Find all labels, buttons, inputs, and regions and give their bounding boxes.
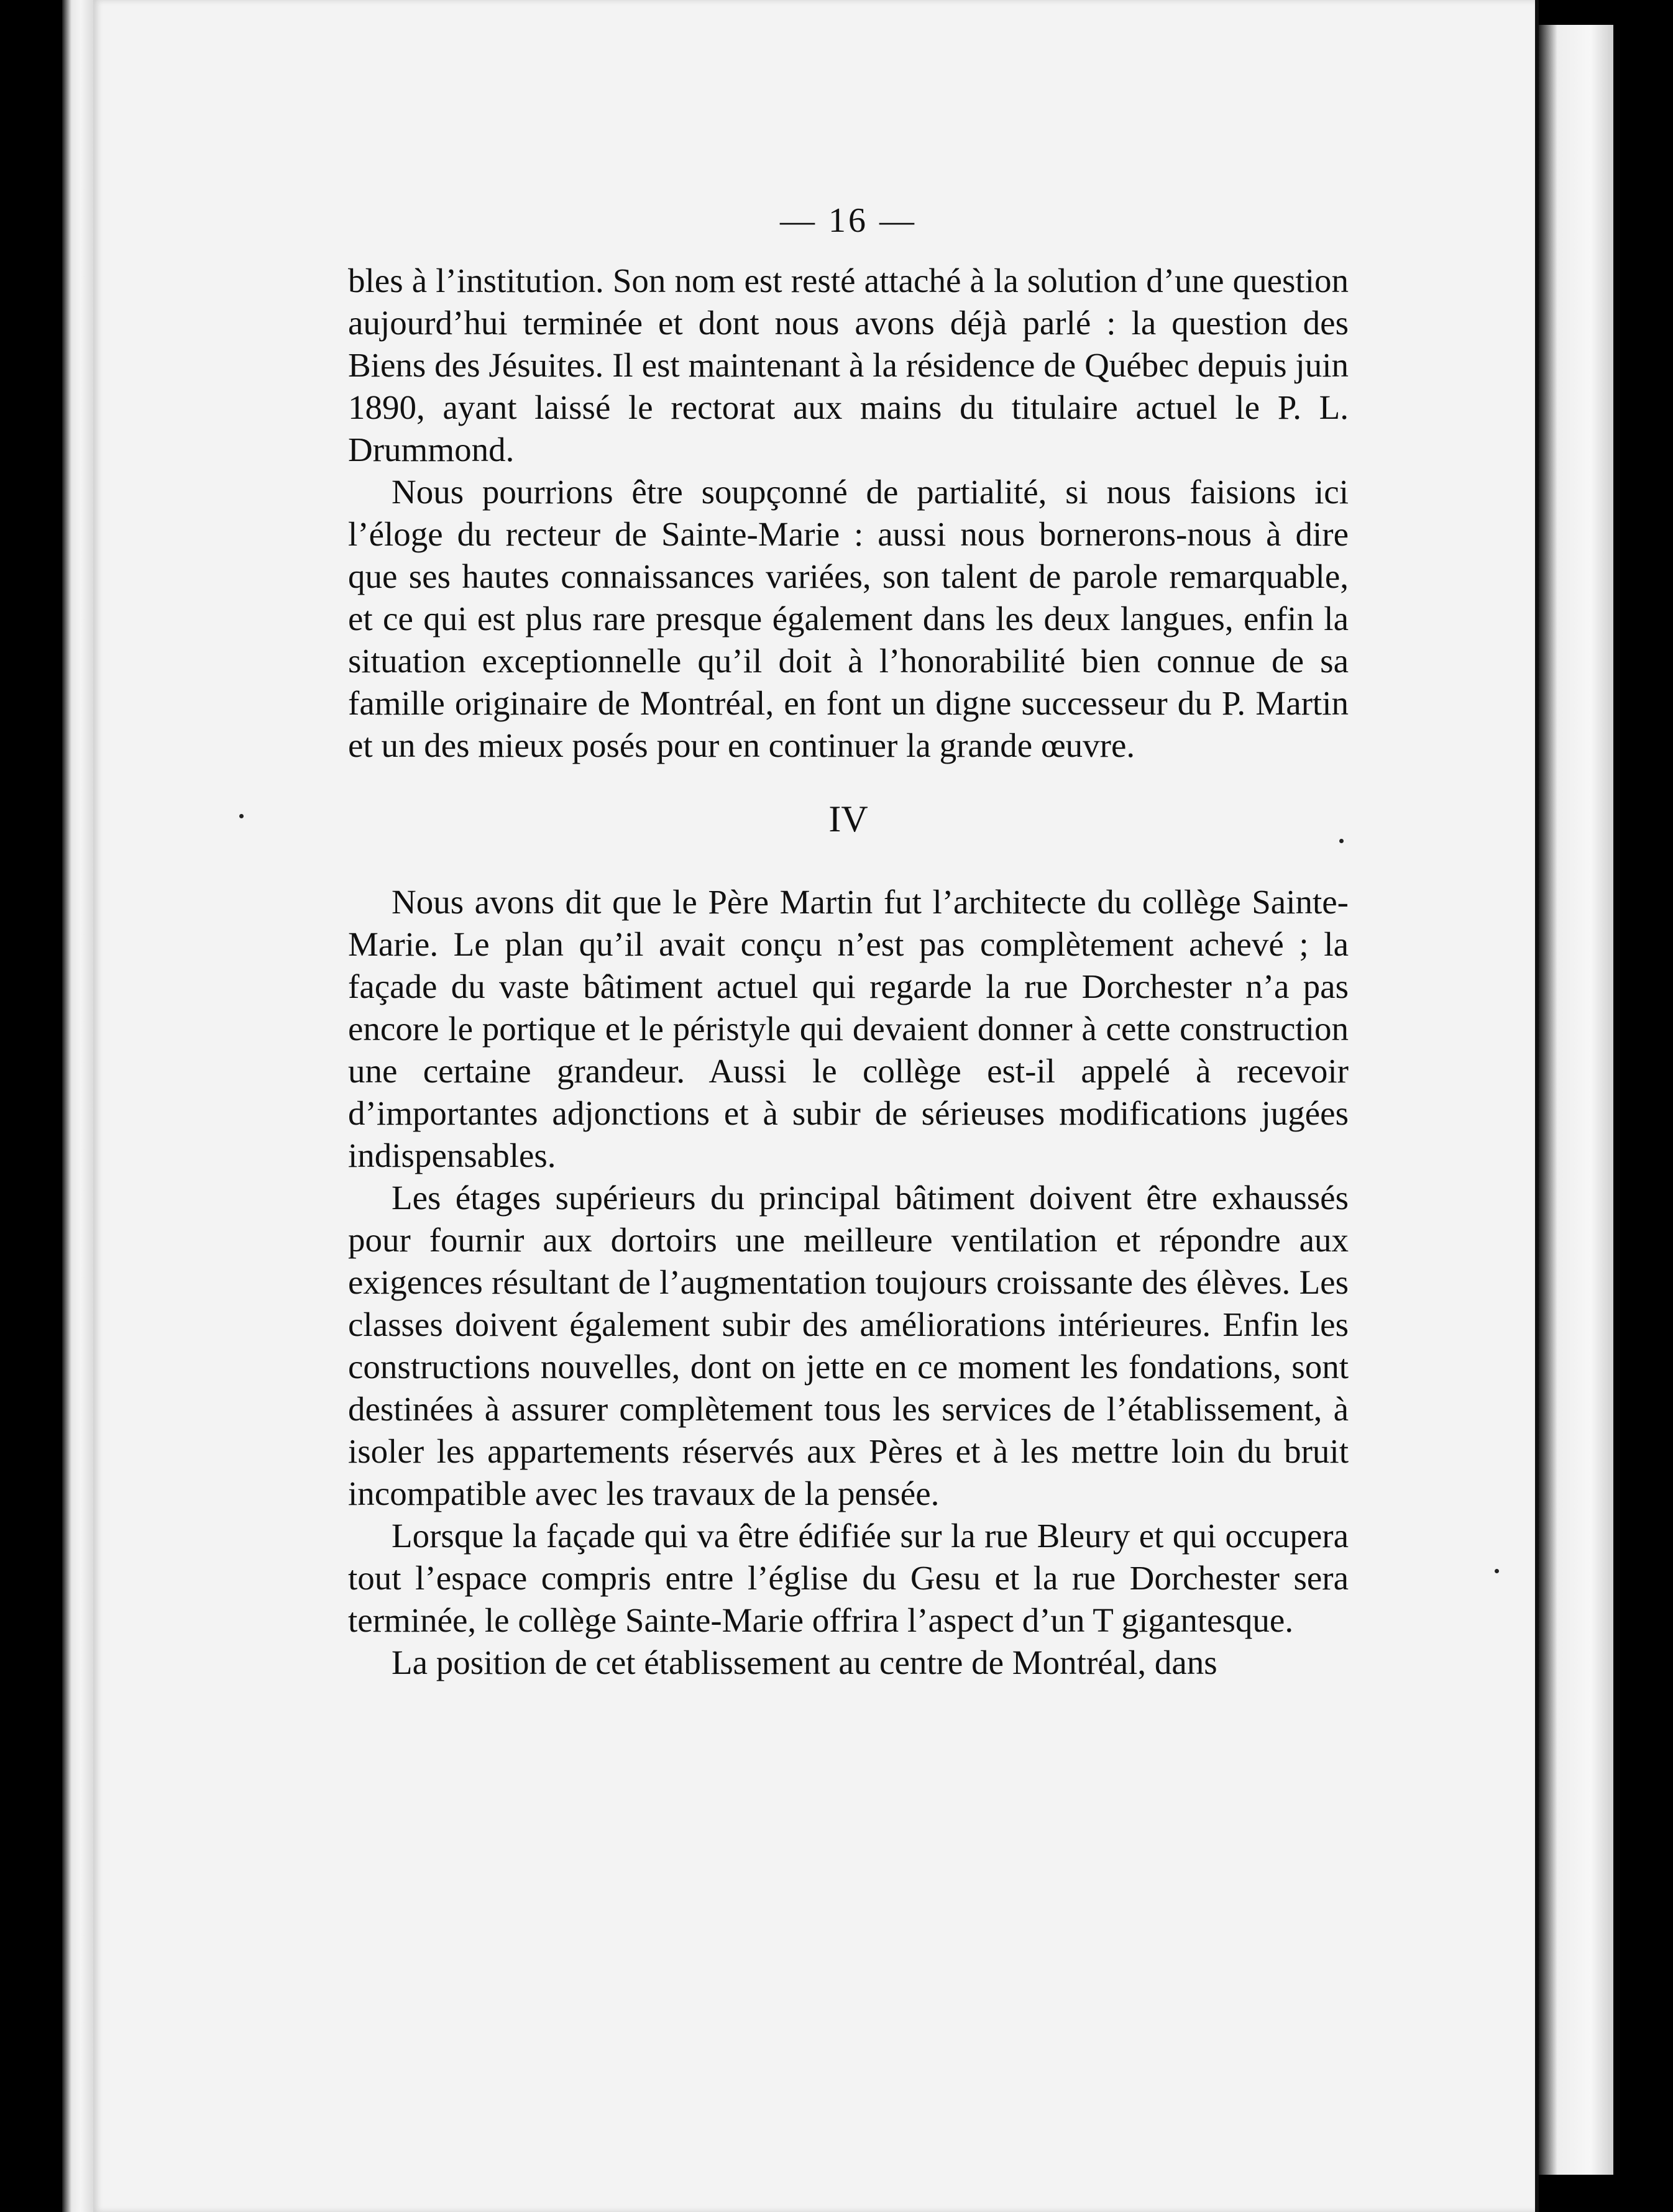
paragraph: Nous pourrions être soupçonné de partialité, si nous faisions ici l’éloge du recteur de Sainte-Marie : aussi nous bornerons-nous à dire que ses hautes connaissances variées, son talent de parole remarquable, et ce qui est plus rare presque également dans les deux langues, enfin la situation exceptionnelle qu’il doit à l’honorabilité bien connue de sa famille originaire de Montréal, en font un digne successeur du P. Martin et un des mieux posés pour en continuer la grande œuvre. [348, 473, 1349, 764]
book-left-edge [62, 0, 93, 2212]
scan-speck [1495, 1569, 1499, 1573]
scan-speck [239, 814, 244, 818]
page-text-block [348, 199, 1349, 1684]
page-number: — 16 — [780, 201, 917, 240]
facing-page-edge [1539, 25, 1613, 2175]
paragraph: Lorsque la façade qui va être édifiée sur la rue Bleury et qui occupera tout l’espace compris entre l’église du Gesu et la rue Dorchester sera terminée, le collège Sainte-Marie offrira l’aspect d’un T gigantesque. [348, 1517, 1349, 1639]
section-heading: IV [828, 798, 868, 839]
paragraph-continued: bles à l’institution. Son nom est resté attaché à la solution d’une question aujourd’hui terminée et dont nous avons déjà parlé : la question des Biens des Jésuites. Il est maintenant à la résidence de Québec depuis juin 1890, ayant laissé le rectorat aux mains du titulaire actuel le P. L. Drummond. [348, 262, 1349, 468]
paragraph: Nous avons dit que le Père Martin fut l’architecte du collège Sainte-Marie. Le plan qu’il avait conçu n’est pas complètement achevé ; la façade du vaste bâtiment actuel qui regarde la rue Dorchester n’a pas encore le portique et le péristyle qui devaient donner à cette construction une certaine grandeur. Aussi le collège est-il appelé à recevoir d’importantes adjonctions et à subir de sérieuses modifications jugées indispensables. [348, 883, 1349, 1174]
scan-speck [1339, 839, 1344, 843]
scan-right-margin [1613, 0, 1673, 2212]
paragraph: Les étages supérieurs du principal bâtiment doivent être exhaussés pour fournir aux dortoirs une meilleure ventilation et répondre aux exigences résultant de l’augmentation toujours croissante des élèves. Les classes doivent également subir des améliorations intérieures. Enfin les constructions nouvelles, dont on jette en ce moment les fondations, sont destinées à assurer complètement tous les services de l’établissement, à isoler les appartements réservés aux Pères et à les mettre loin du bruit incompatible avec les travaux de la pensée. [348, 1179, 1349, 1512]
paragraph: La position de cet établissement au centre de Montréal, dans [392, 1643, 1217, 1681]
